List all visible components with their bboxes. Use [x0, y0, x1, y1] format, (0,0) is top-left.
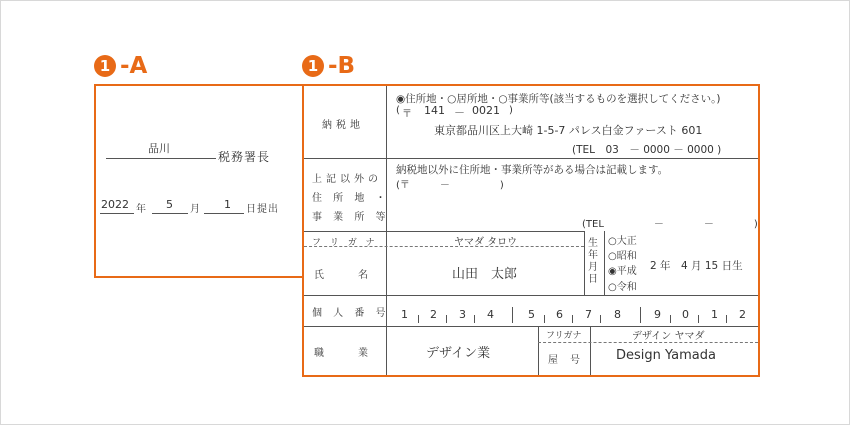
tax-place-label: 納税地 [322, 120, 364, 131]
taxpayer-form: 納税地 ◉住所地・○居所地・○事業所等(該当するものを選択してください。) ( 〒 141 － 0021 ) 東京都品川区上大崎 1-5-7 パレス白金ファースト 601 (TEL 03 － 0000 － 0000 ) 上記以外の 住 所 地 ・ 事 業 所 等 納税地以外に住所地・事業所等がある場合は記載します。 (〒 － ) (TEL － － ) フ リ ガ ナ ヤマダ タロウ 氏 名 山田 太郎 生年月日 ○大正 ○昭和 ◉平成 ○令和 2 年 4 月 15 日生 個 人 番 号 1 2 3 4 5 6 7 8 9 0 1 2 職 業 デザイン業 フリガナ 屋 号 デザイン ヤマダ Design Yamada [302, 84, 760, 377]
postal-code-2: 0021 [472, 104, 500, 117]
submit-month: 5 [166, 198, 173, 211]
tax-office-suffix: 税務署長 [218, 150, 271, 164]
birth-date: 2 年 4 月 15 日生 [650, 260, 743, 272]
submit-year: 2022 [101, 198, 129, 211]
tax-place-address: 東京都品川区上大崎 1-5-7 パレス白金ファースト 601 [434, 124, 703, 137]
label-1b: 1 -B [302, 53, 355, 79]
tax-office-box: 品川 税務署長 2022 年 5 月 1 日提出 [94, 84, 302, 278]
yago: Design Yamada [616, 348, 716, 363]
other-tel: (TEL － － ) [582, 219, 758, 230]
tax-place-options: ◉住所地・○居所地・○事業所等(該当するものを選択してください。) [396, 93, 721, 105]
number-badge: 1 [302, 55, 324, 77]
occupation: デザイン業 [426, 346, 491, 361]
label-1a: 1 -A [94, 53, 147, 79]
taxpayer-name: 山田 太郎 [452, 267, 518, 282]
name-furigana: ヤマダ タロウ [454, 237, 518, 248]
birth-label: 生年月日 [588, 238, 598, 285]
other-postal: (〒 － ) [396, 180, 504, 191]
postal-code-1: 141 [424, 104, 445, 117]
yago-furigana: デザイン ヤマダ [632, 331, 705, 342]
tax-office-city: 品川 [148, 142, 170, 155]
other-address-note: 納税地以外に住所地・事業所等がある場合は記載します。 [396, 164, 669, 176]
number-badge: 1 [94, 55, 116, 77]
submit-day: 1 [224, 198, 231, 211]
tax-place-tel: (TEL 03 － 0000 － 0000 ) [572, 144, 722, 156]
